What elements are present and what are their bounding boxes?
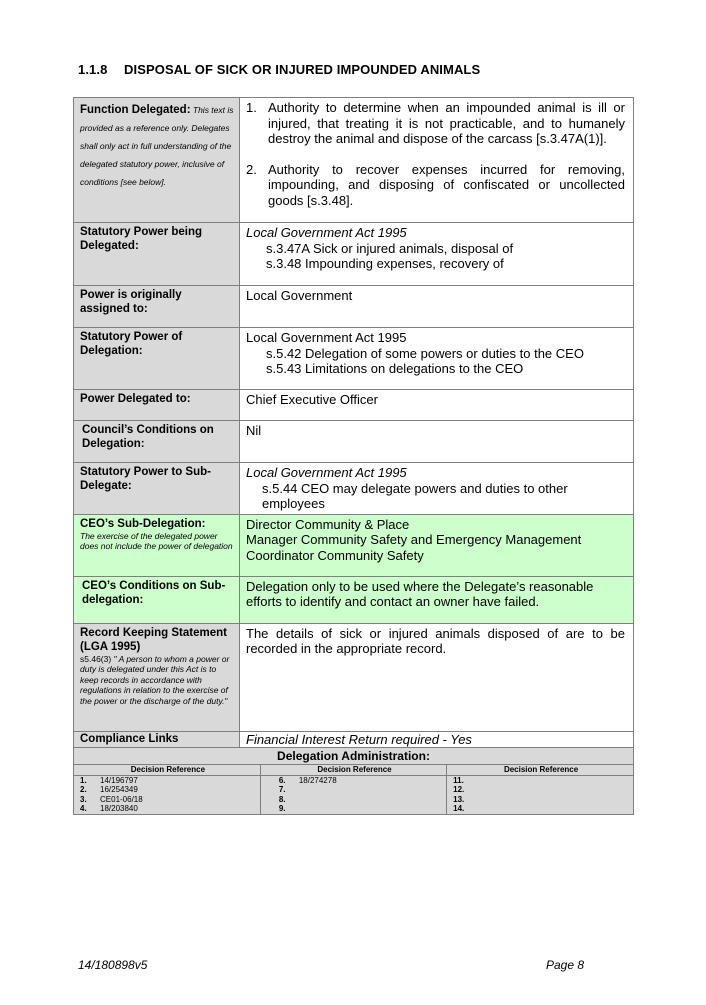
page-number: Page 8 xyxy=(546,958,585,972)
value-cell xyxy=(240,390,634,421)
item-number: 2. xyxy=(246,161,257,177)
act-name: Local Government Act 1995 xyxy=(246,465,407,480)
ref-item: 1. 14/196797 xyxy=(80,775,138,785)
row-statutory-power xyxy=(74,223,634,286)
label-cell xyxy=(74,223,240,286)
value-cell xyxy=(240,98,634,223)
ceo-conditions-value: Delegation only to be used where the Delegate’s reasonable efforts to identify and contact an owner have failed. xyxy=(246,578,594,609)
value-cell xyxy=(240,223,634,286)
label-cell xyxy=(74,286,240,328)
decision-reference-table xyxy=(74,765,633,814)
document-reference: 14/180898v5 xyxy=(78,958,148,972)
admin-title: Delegation Administration: xyxy=(74,748,634,765)
value-cell xyxy=(240,576,634,623)
ref-item: 3. CE01-06/18 xyxy=(80,794,143,804)
statutory-power-label: Statutory Power being Delegated: xyxy=(80,226,203,252)
assigned-label: Power is originally assigned to: xyxy=(80,289,182,315)
section-line: s.3.47A Sick or injured animals, disposal of xyxy=(266,240,514,256)
function-label: Function Delegated: xyxy=(80,104,191,116)
value-cell xyxy=(240,463,634,515)
ref-item: 8. xyxy=(278,794,286,804)
sub-delegate-power-label: Statutory Power to Sub-Delegate: xyxy=(80,466,211,492)
delegation-table xyxy=(73,97,634,815)
ceo-conditions-label: CEO’s Conditions on Sub-delegation: xyxy=(82,579,226,606)
function-note: This text is provided as a reference only. Delegates shall only act in full understanding of the delegated statutory power, inclusive of conditions [see below]. xyxy=(80,105,234,187)
sub-delegate-line: Coordinator Community Safety xyxy=(246,547,424,563)
act-name: Local Government Act 1995 xyxy=(246,225,407,240)
delegated-to-value: Chief Executive Officer xyxy=(246,392,378,407)
list-item xyxy=(246,162,625,209)
item-text: Authority to recover expenses incurred for removing, impounding, and disposing of confiscated or uncollected goods [s.3.48]. xyxy=(268,161,625,208)
ref-item: 11. xyxy=(453,775,464,785)
value-cell xyxy=(240,286,634,328)
item-text: Authority to determine when an impounded animal is ill or injured, that treating it is not practicable, and to humanely destroy the animal and dispose of the carcass [s.3.47A(1)]. xyxy=(268,100,625,146)
ref-item: 12. xyxy=(453,785,465,794)
council-conditions-label: Council’s Conditions on Delegation: xyxy=(82,424,214,450)
row-delegated-to xyxy=(74,390,634,421)
record-keeping-label: Record Keeping Statement (LGA 1995) xyxy=(80,626,227,653)
ref-column xyxy=(260,775,446,814)
row-ceo-conditions xyxy=(74,576,634,623)
row-sub-delegate-power xyxy=(74,463,634,515)
row-admin-refs xyxy=(74,765,634,815)
ref-column xyxy=(447,775,633,814)
label-cell xyxy=(74,576,240,623)
section-heading xyxy=(78,62,480,77)
admin-refs-cell xyxy=(74,765,634,815)
value-cell xyxy=(240,328,634,390)
row-compliance-links xyxy=(74,731,634,748)
compliance-value: Financial Interest Return required - Yes xyxy=(246,731,472,747)
label-cell xyxy=(74,421,240,463)
ref-column xyxy=(74,775,260,814)
column-header: Decision Reference xyxy=(447,765,633,775)
ref-item: 9. xyxy=(278,804,286,813)
section-line: s.5.42 Delegation of some powers or duties to the CEO xyxy=(266,345,584,361)
record-keeping-section: s5.46(3) xyxy=(80,653,112,664)
record-keeping-value: The details of sick or injured animals disposed of are to be recorded in the appropriate record. xyxy=(246,625,625,656)
row-admin-title xyxy=(74,748,634,765)
label-cell xyxy=(74,731,240,748)
ref-item: 7. xyxy=(278,785,286,794)
label-cell xyxy=(74,623,240,731)
row-power-of-delegation xyxy=(74,328,634,390)
compliance-label: Compliance Links xyxy=(80,732,179,745)
sub-delegate-line: Director Community & Place xyxy=(246,516,410,532)
delegated-to-label: Power Delegated to: xyxy=(80,393,191,405)
ceo-sub-delegation-label: CEO’s Sub-Delegation: xyxy=(80,517,206,530)
section-line: s.5.44 CEO may delegate powers and duties to other employees xyxy=(262,480,568,511)
value-cell xyxy=(240,514,634,576)
label-cell xyxy=(74,463,240,515)
assigned-value: Local Government xyxy=(246,288,353,303)
ref-item: 13. xyxy=(453,794,465,804)
value-cell xyxy=(240,731,634,748)
section-line: s.5.43 Limitations on delegations to the CEO xyxy=(266,361,524,376)
power-of-delegation-label: Statutory Power of Delegation: xyxy=(80,331,183,357)
ref-item: 4. 18/203840 xyxy=(80,804,138,813)
label-cell xyxy=(74,514,240,576)
row-record-keeping xyxy=(74,623,634,731)
section-line: s.3.48 Impounding expenses, recovery of xyxy=(266,256,504,271)
section-number: 1.1.8 xyxy=(78,62,108,77)
ref-item: 2. 16/254349 xyxy=(80,785,138,794)
sub-delegate-line: Manager Community Safety and Emergency Management xyxy=(246,532,582,547)
record-keeping-quote: " A person to whom a power or duty is delegated under this Act is to keep records in accordance with regulations in relation to the exercise of the power or the discharge of the duty." xyxy=(80,653,230,706)
act-name: Local Government Act 1995 xyxy=(246,330,407,345)
label-cell xyxy=(74,390,240,421)
item-number: 1. xyxy=(246,100,257,115)
list-item xyxy=(246,100,625,147)
column-header: Decision Reference xyxy=(260,765,446,775)
value-cell xyxy=(240,421,634,463)
label-cell xyxy=(74,328,240,390)
ref-item: 6. 18/274278 xyxy=(278,775,337,785)
row-originally-assigned xyxy=(74,286,634,328)
value-cell xyxy=(240,623,634,731)
function-list xyxy=(246,100,625,208)
council-conditions-value: Nil xyxy=(246,423,262,438)
label-cell xyxy=(74,98,240,223)
row-function-delegated xyxy=(74,98,634,223)
ceo-sub-delegation-note: The exercise of the delegated power does not include the power of delegation xyxy=(80,530,233,551)
section-title: DISPOSAL OF SICK OR INJURED IMPOUNDED ANIMALS xyxy=(124,62,481,77)
row-council-conditions xyxy=(74,421,634,463)
ref-item: 14. xyxy=(453,804,465,813)
column-header: Decision Reference xyxy=(74,765,260,775)
row-ceo-sub-delegation xyxy=(74,514,634,576)
